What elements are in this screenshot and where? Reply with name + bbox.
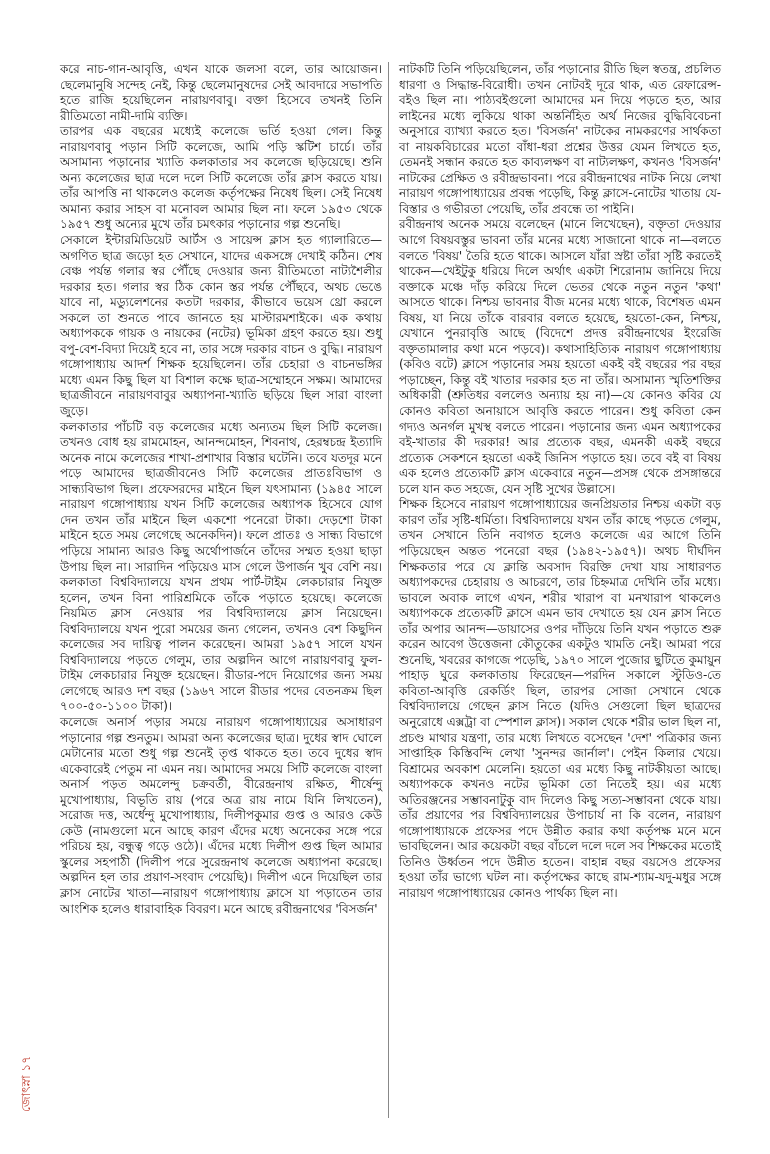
text-column-left: করে নাচ-গান-আবৃত্তি, এখন যাকে জলসা বলে, তার আয়োজন। ছেলেমানুষি সন্দেহ নেই, কিন্তু ছেলেমানুষদের সেই আবদারে সভাপতি হতে রাজি হয়েছিলেন নারায়ণবাবু। বক্তা হিসেবে তখনই তিনি রীতিমতো নামী-দামি ব্যক্তি। তারপর এক বছরের মধ্যেই কলেজে ভর্তি হওয়া গেল। কিন্তু নারায়ণবাবু পড়ান সিটি কলেজে, আমি পড়ি স্কটিশ চার্চে। তাঁর অসামান্য পড়ানোর খ্যাতি কলকাতার সব কলেজে ছড়িয়েছে। শুনি অন্য কলেজের ছাত্র দলে দলে সিটি কলেজে তাঁর ক্লাস করতে যায়। তাঁর আপত্তি না থাকলেও কলেজ কর্তৃপক্ষের নিষেধ ছিল। সেই নিষেধ অমান্য করার সাহস বা মনোবল আমার ছিল না। ফলে ১৯৫৩ থেকে ১৯৫৭ শুধু অন্যের মুখে তাঁর চমৎকার পড়ানোর গল্প শুনেছি। সেকালে ইন্টারমিডিয়েট আর্টস ও সায়েন্স ক্লাস হত গ্যালারিতে—অগণিত ছাত্র জড়ো হত সেখানে, যাদের একসঙ্গে দেখাই কঠিন। শেষ বেঞ্চ পর্যন্ত গলার স্বর পৌঁছে দেওয়ার জন্য রীতিমতো নাট্যশৈলীর দরকার হত। গলার স্বর ঠিক কোন স্তর পর্যন্ত পৌঁছবে, অথচ ভেঙে যাবে না, মড্যুলেশনের কতটা দরকার, কীভাবে ভয়েস থ্রো করলে সকলে তা শুনতে পাবে জানতে হয় মাস্টারমশাইকে। এক কথায় অধ্যাপককে গায়ক ও নায়কের (নটের) ভূমিকা গ্রহণ করতে হয়। শুধু বপু-বেশ-বিদ্যা দিয়েই হবে না, তার সঙ্গে দরকার বাচন ও বুদ্ধি। নারায়ণ গঙ্গোপাধ্যায় আদর্শ শিক্ষক হয়েছিলেন। তাঁর চেহারা ও বাচনভঙ্গির মধ্যে এমন কিছু ছিল যা বিশাল কক্ষে ছাত্র-সম্মোহনে সক্ষম। আমাদের ছাত্রজীবনে নারায়ণবাবুর অধ্যাপনা-খ্যাতি ছড়িয়ে ছিল সারা বাংলা জুড়ে। কলকাতার পাঁচটি বড় কলেজের মধ্যে অন্যতম ছিল সিটি কলেজ। তখনও বোধ হয় রামমোহন, আনন্দমোহন, শিবনাথ, হেরম্বচন্দ্র ইত্যাদি অনেক নামে কলেজের শাখা-প্রশাখার বিস্তার ঘটেনি। তবে যতদূর মনে পড়ে আমাদের ছাত্রজীবনেও সিটি কলেজের প্রাতঃবিভাগ ও সান্ধ্যবিভাগ ছিল। প্রফেসরদের মাইনে ছিল যৎসামান্য (১৯৪৫ সালে নারায়ণ গঙ্গোপাধ্যায় যখন সিটি কলেজের অধ্যাপক হিসেবে যোগ দেন তখন তাঁর মাইনে ছিল একশো পনেরো টাকা। দেড়শো টাকা মাইনে হতে সময় লেগেছে অনেকদিন)। ফলে প্রাতঃ ও সান্ধ্য বিভাগে পড়িয়ে সামান্য আরও কিছু অর্থোপার্জনে তাঁদের সম্মত হওয়া ছাড়া উপায় ছিল না। সারাদিন পড়িয়েও মাস গেলে উপার্জন খুব বেশি নয়। কলকাতা বিশ্ববিদ্যালয়ে যখন প্রথম পার্ট-টাইম লেকচারার নিযুক্ত হলেন, তখন বিনা পারিশ্রমিকে তাঁকে পড়াতে হয়েছে। কলেজে নিয়মিত ক্লাস নেওয়ার পর বিশ্ববিদ্যালয়ে ক্লাস নিয়েছেন। বিশ্ববিদ্যালয়ে যখন পুরো সময়ের জন্য গেলেন, তখনও বেশ কিছুদিন কলেজের সব দায়িত্ব পালন করেছেন। আমরা ১৯৫৭ সালে যখন বিশ্ববিদ্যালয়ে পড়তে গেলুম, তার অল্পদিন আগে নারায়ণবাবু ফুল-টাইম লেকচারার নিযুক্ত হয়েছেন। রীডার-পদে নিয়োগের জন্য সময় লেগেছে আরও দশ বছর (১৯৬৭ সালে রীডার পদের বেতনক্রম ছিল ৭০০-৫০-১১০০ টাকা)। কলেজে অনার্স পড়ার সময়ে নারায়ণ গঙ্গোপাধ্যায়ের অসাধারণ পড়ানোর গল্প শুনতুম। আমরা অন্য কলেজের ছাত্র। দুধের স্বাদ ঘোলে মেটানোর মতো শুধু গল্প শুনেই তৃপ্ত থাকতে হত। তবে দুধের স্বাদ একেবারেই পেতুম না এমন নয়। আমাদের সময়ে সিটি কলেজে বাংলা অনার্স পড়ত অমলেন্দু চক্রবর্তী, বীরেন্দ্রনাথ রক্ষিত, শীর্ষেন্দু মুখোপাধ্যায়, বিভূতি রায় (পরে অত্র রায় নামে যিনি লিখতেন), সরোজ দত্ত, অর্ধেন্দু মুখোপাধ্যায়, দিলীপকুমার গুপ্ত ও আরও কেউ কেউ (নামগুলো মনে আছে কারণ এঁদের মধ্যে অনেকের সঙ্গে পরে পরিচয় হয়, বন্ধুত্ব গড়ে ওঠে)। এঁদের মধ্যে দিলীপ গুপ্ত ছিল আমার স্কুলের সহপাঠী (দিলীপ পরে সুরেন্দ্রনাথ কলেজে অধ্যাপনা করেছে। অল্পদিন হল তার প্রয়াণ-সংবাদ পেয়েছি)। দিলীপ এনে দিয়েছিল তার ক্লাস নোটের খাতা—নারায়ণ গঙ্গোপাধ্যায় ক্লাসে যা পড়াতেন তার আংশিক হলেও ধারাবাহিক বিবরণ। মনে আছে রবীন্দ্রনাথের 'বিসর্জন' — [60, 62, 382, 916]
page-footer-vertical — [18, 1056, 38, 1112]
magazine-name: জোৎস্না — [19, 1075, 33, 1112]
page-number: ১৭ — [19, 1056, 33, 1072]
column-divider — [388, 62, 389, 1118]
text-column-right: নাটকটি তিনি পড়িয়েছিলেন, তাঁর পড়ানোর রীতি ছিল স্বতন্ত্র, প্রচলিত ধারণা ও সিদ্ধান্ত-বিরোধী। তখন নোটবই দূরে থাক, এত রেফারেন্স-বইও ছিল না। পাঠ্যবইগুলো আমাদের মন দিয়ে পড়তে হত, আর লাইনের মধ্যে লুকিয়ে থাকা অন্তর্নিহিত অর্থ নিজের বুদ্ধিবিবেচনা অনুসারে ব্যাখ্যা করতে হত। 'বিসর্জন' নাটকের নামকরণের সার্থকতা বা নায়কবিচারের মতো বাঁধা-ধরা প্রশ্নের উত্তর যেমন লিখতে হত, তেমনই সন্ধান করতে হত কাব্যলক্ষণ বা নাট্যলক্ষণ, কখনও 'বিসর্জন' নাটকের প্রেক্ষিত ও রবীন্দ্রভাবনা। পরে রবীন্দ্রনাথের নাটক নিয়ে লেখা নারায়ণ গঙ্গোপাধ্যায়ের প্রবন্ধ পড়েছি, কিন্তু ক্লাসে-নোটের খাতায় যে-বিস্তার ও গভীরতা পেয়েছি, তাঁর প্রবন্ধে তা পাইনি। রবীন্দ্রনাথ অনেক সময়ে বলেছেন (মানে লিখেছেন), বক্তৃতা দেওয়ার আগে বিষয়বস্তুর ভাবনা তাঁর মনের মধ্যে সাজানো থাকে না—বলতে বলতে 'বিষয়' তৈরি হতে থাকে। আসলে যাঁরা স্রষ্টা তাঁরা সৃষ্টি করতেই থাকেন—খেইটুকু ধরিয়ে দিলে অর্থাৎ একটা শিরোনাম জানিয়ে দিয়ে বক্তাকে মঞ্চে দাঁড় করিয়ে দিলে ভেতর থেকে নতুন নতুন 'কথা' আসতে থাকে। নিশ্চয় ভাবনার বীজ মনের মধ্যে থাকে, বিশেষত এমন বিষয়, যা নিয়ে তাঁকে বারবার বলতে হয়েছে, হয়তো-কেন, নিশ্চয়, যেখানে পুনরাবৃত্তি আছে (বিদেশে প্রদত্ত রবীন্দ্রনাথের ইংরেজি বক্তৃতামালার কথা মনে পড়বে)। কথাসাহিত্যিক নারায়ণ গঙ্গোপাধ্যায় (কবিও বটে) ক্লাসে পড়ানোর সময় হয়তো একই বই বছরের পর বছর পড়াচ্ছেন, কিন্তু বই খাতার দরকার হত না তাঁর। অসামান্য স্মৃতিশক্তির অধিকারী (শ্রুতিধর বললেও অন্যায় হয় না)—যে কোনও কবির যে কোনও কবিতা অনায়াসে আবৃত্তি করতে পারেন। শুধু কবিতা কেন গদ্যও অনর্গল মুখস্থ বলতে পারেন। পড়ানোর জন্য এমন অধ্যাপকের বই-খাতার কী দরকার! আর প্রত্যেক বছর, এমনকী একই বছরে প্রত্যেক সেকশনে হয়তো একই জিনিস পড়াতে হয়। তবে বই বা বিষয় এক হলেও প্রত্যেকটি ক্লাস একেবারে নতুন—প্রসঙ্গ থেকে প্রসঙ্গান্তরে চলে যান কত সহজে, যেন সৃষ্টি সুখের উল্লাসে। শিক্ষক হিসেবে নারায়ণ গঙ্গোপাধ্যায়ের জনপ্রিয়তার নিশ্চয় একটা বড় কারণ তাঁর সৃষ্টি-ধর্মিতা। বিশ্ববিদ্যালয়ে যখন তাঁর কাছে পড়তে গেলুম, তখন সেখানে তিনি নবাগত হলেও কলেজে এর আগে তিনি পড়িয়েছেন অন্তত পনেরো বছর (১৯৪২-১৯৫৭)। অথচ দীর্ঘদিন শিক্ষকতার পরে যে ক্লান্তি অবসাদ বিরক্তি দেখা যায় সাধারণত অধ্যাপকদের চেহারায় ও আচরণে, তার চিহ্নমাত্র দেখিনি তাঁর মধ্যে। ভাবলে অবাক লাগে এখন, শরীর খারাপ বা মনখারাপ থাকলেও অধ্যাপককে প্রত্যেকটি ক্লাসে এমন ভাব দেখাতে হয় যেন ক্লাস নিতে তাঁর অপার আনন্দ—ডায়াসের ওপর দাঁড়িয়ে তিনি যখন পড়াতে শুরু করেন আবেগ উত্তেজনা কৌতুকের একটুও খামতি নেই। আমরা পরে শুনেছি, খবরের কাগজে পড়েছি, ১৯৭০ সালে পুজোর ছুটিতে কুমায়ুন পাহাড় ঘুরে কলকাতায় ফিরেছেন—পরদিন সকালে স্টুডিও-তে কবিতা-আবৃত্তি রেকর্ডিং ছিল, তারপর সোজা সেখানে থেকে বিশ্ববিদ্যালয়ে গেছেন ক্লাস নিতে (যদিও সেগুলো ছিল ছাত্রদের অনুরোধে এক্সট্রা বা স্পেশাল ক্লাস)। সকাল থেকে শরীর ভাল ছিল না, প্রচণ্ড মাথার যন্ত্রণা, তার মধ্যে লিখতে বসেছেন 'দেশ' পত্রিকার জন্য সাপ্তাহিক কিস্তিবন্দি লেখা 'সুনন্দর জার্নাল'। পেইন কিলার খেয়ে। বিশ্রামের অবকাশ মেলেনি। হয়তো এর মধ্যে কিছু নাটকীয়তা আছে। অধ্যাপককে কখনও নটের ভূমিকা তো নিতেই হয়। এর মধ্যে অতিরঞ্জনের সম্ভাবনাটুকু বাদ দিলেও কিছু সত্য-সম্ভাবনা থেকে যায়। তাঁর প্রয়াণের পর বিশ্ববিদ্যালয়ের উপাচার্য না কি বলেন, নারায়ণ গঙ্গোপাধ্যায়কে প্রফেসর পদে উন্নীত করার কথা কর্তৃপক্ষ মনে মনে ভাবছিলেন। আর কয়েকটা বছর বাঁচলে দলে দলে সব শিক্ষকের মতোই তিনিও উর্ধ্বতন পদে উন্নীত হতেন। বাহান্ন বছর বয়সেও প্রফেসর হওয়া তাঁর ভাগ্যে ঘটল না। কর্তৃপক্ষের কাছে রাম-শ্যাম-যদু-মধুর সঙ্গে নারায়ণ গঙ্গোপাধ্যায়ের কোনও পার্থক্য ছিল না। — [399, 62, 721, 900]
